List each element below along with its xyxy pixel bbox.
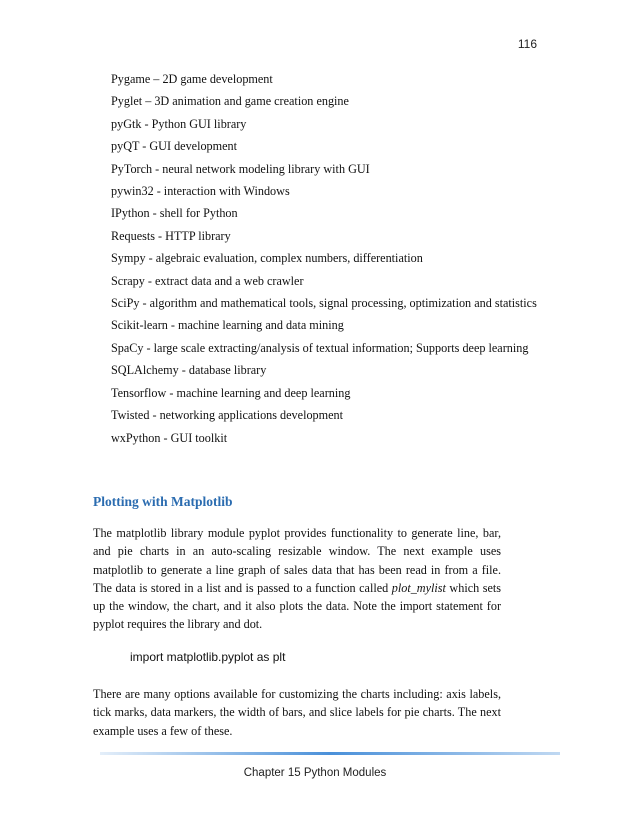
page-number: 116 xyxy=(517,37,537,51)
list-item: Tensorflow - machine learning and deep learning xyxy=(111,385,351,400)
list-item: Scikit-learn - machine learning and data mining xyxy=(111,318,344,333)
list-item: pywin32 - interaction with Windows xyxy=(111,184,290,199)
list-item: PyTorch - neural network modeling library with GUI xyxy=(111,161,370,176)
function-name: plot_mylist xyxy=(391,580,446,595)
list-item: Requests - HTTP library xyxy=(111,228,231,243)
list-item: Twisted - networking applications development xyxy=(111,408,344,423)
list-item: SQLAlchemy - database library xyxy=(111,363,267,378)
list-item: Sympy - algebraic evaluation, complex numbers, differentiation xyxy=(111,251,423,266)
footer-rule xyxy=(100,752,560,755)
chapter-footer: Chapter 15 Python Modules xyxy=(243,767,387,779)
options-paragraph: There are many options available for customizing the charts including: axis labels, tick marks, data markers, the width of bars, and slice labels for pie charts. The next example uses a few of these. xyxy=(93,687,501,738)
list-item: SciPy - algorithm and mathematical tools, signal processing, optimization and statistics xyxy=(111,296,537,311)
intro-text-end: which sets up the window, the chart, and it also plots the data. Note the import statement for pyplot requires the library and dot. xyxy=(93,580,501,632)
list-item: Scrapy - extract data and a web crawler xyxy=(111,273,304,288)
list-item: Pyglet – 3D animation and game creation engine xyxy=(111,94,349,109)
intro-paragraph xyxy=(93,524,501,634)
list-item: wxPython - GUI toolkit xyxy=(111,430,228,445)
code-example: import matplotlib.pyplot as plt xyxy=(130,650,286,664)
list-item: pyGtk - Python GUI library xyxy=(111,116,247,131)
intro-text-start: The matplotlib library module pyplot provides functionality to generate line, bar, and pie charts in an auto-scaling resizable window. The next example uses matplotlib to generate a line graph of sales data that has been read in from a file. The data is stored in a list and is passed to a function called xyxy=(93,526,501,595)
list-item: pyQT - GUI development xyxy=(111,139,238,154)
section-heading: Plotting with Matplotlib xyxy=(93,494,233,509)
module-list xyxy=(111,72,551,453)
list-item: Pygame – 2D game development xyxy=(111,72,273,86)
list-item: SpaCy - large scale extracting/analysis of textual information; Supports deep learning xyxy=(111,340,529,355)
list-item: IPython - shell for Python xyxy=(111,206,238,221)
